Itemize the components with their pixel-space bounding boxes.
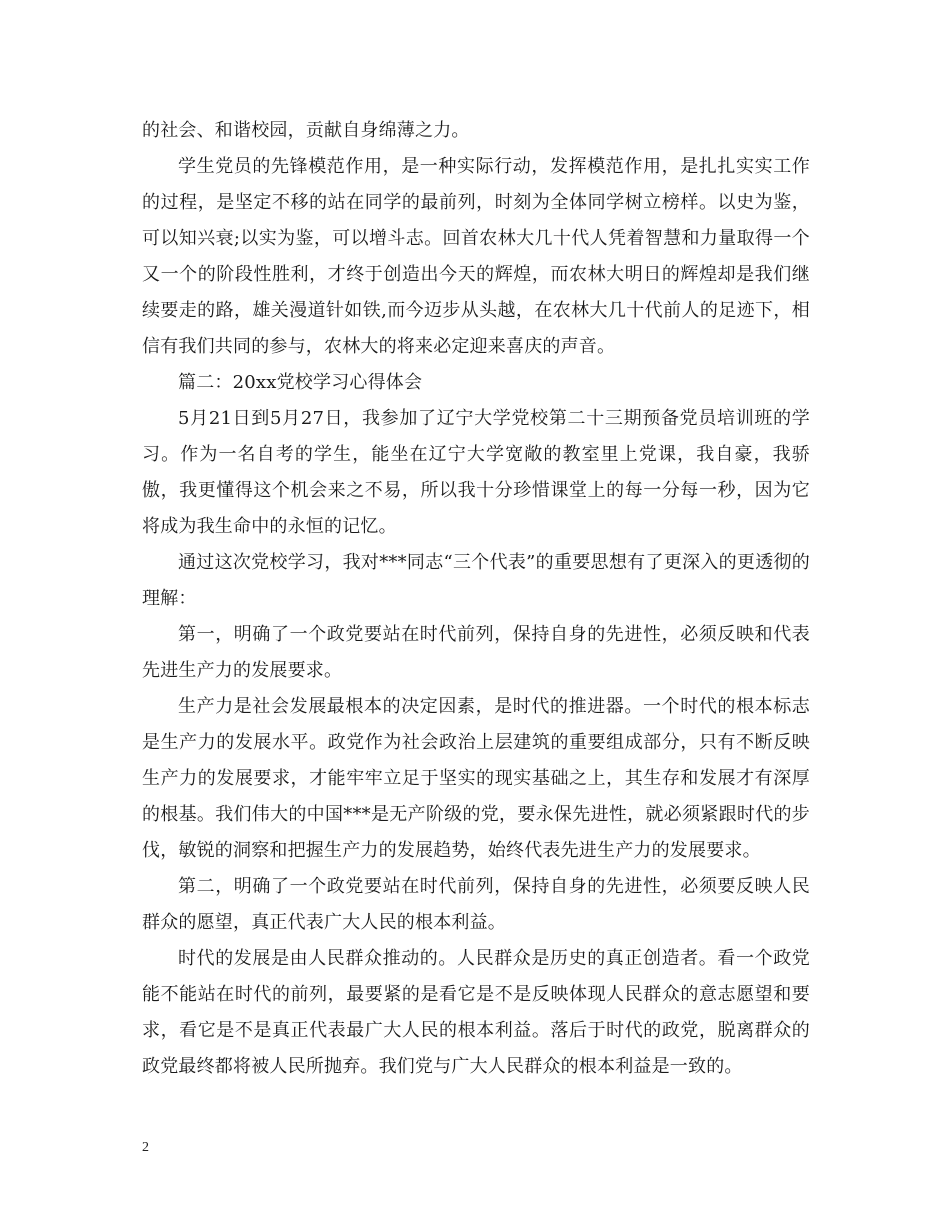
paragraph: 第二，明确了一个政党要站在时代前列，保持自身的先进性，必须要反映人民群众的愿望，真正代表广大人民的根本利益。 <box>142 876 810 933</box>
document-body <box>142 113 810 1085</box>
paragraph: 时代的发展是由人民群众推动的。人民群众是历史的真正创造者。看一个政党能不能站在时代的前列，最要紧的是看它是不是反映体现人民群众的意志愿望和要求，看它是不是真正代表最广大人民的根本利益。落后于时代的政党，脱离群众的政党最终都将被人民所抛弃。我们党与广大人民群众的根本利益是一致的。 <box>142 948 810 1077</box>
paragraph: 通过这次党校学习，我对***同志“三个代表”的重要思想有了更深入的更透彻的理解： <box>142 552 810 609</box>
section-heading: 篇二：20xx党校学习心得体会 <box>178 372 423 393</box>
paragraph: 5月21日到5月27日，我参加了辽宁大学党校第二十三期预备党员培训班的学习。作为一名自考的学生，能坐在辽宁大学宽敞的教室里上党课，我自豪，我骄傲，我更懂得这个机会来之不易，所以我十分珍惜课堂上的每一分每一秒，因为它将成为我生命中的永恒的记忆。 <box>142 408 810 537</box>
paragraph: 学生党员的先锋模范作用，是一种实际行动，发挥模范作用，是扎扎实实工作的过程，是坚定不移的站在同学的最前列，时刻为全体同学树立榜样。以史为鉴，可以知兴衰;以实为鉴，可以增斗志。回首农林大几十代人凭着智慧和力量取得一个又一个的阶段性胜利，才终于创造出今天的辉煌，而农林大明日的辉煌却是我们继续要走的路，雄关漫道针如铁,而今迈步从头越，在农林大几十代前人的足迹下，相信有我们共同的参与，农林大的将来必定迎来喜庆的声音。 <box>142 156 810 357</box>
paragraph: 生产力是社会发展最根本的决定因素，是时代的推进器。一个时代的根本标志是生产力的发展水平。政党作为社会政治上层建筑的重要组成部分，只有不断反映生产力的发展要求，才能牢牢立足于坚实的现实基础之上，其生存和发展才有深厚的根基。我们伟大的中国***是无产阶级的党，要永保先进性，就必须紧跟时代的步伐，敏锐的洞察和把握生产力的发展趋势，始终代表先进生产力的发展要求。 <box>142 696 810 861</box>
paragraph: 第一，明确了一个政党要站在时代前列，保持自身的先进性，必须反映和代表先进生产力的发展要求。 <box>142 624 810 681</box>
page-number: 2 <box>142 1140 149 1155</box>
paragraph: 的社会、和谐校园，贡献自身绵薄之力。 <box>142 120 470 141</box>
